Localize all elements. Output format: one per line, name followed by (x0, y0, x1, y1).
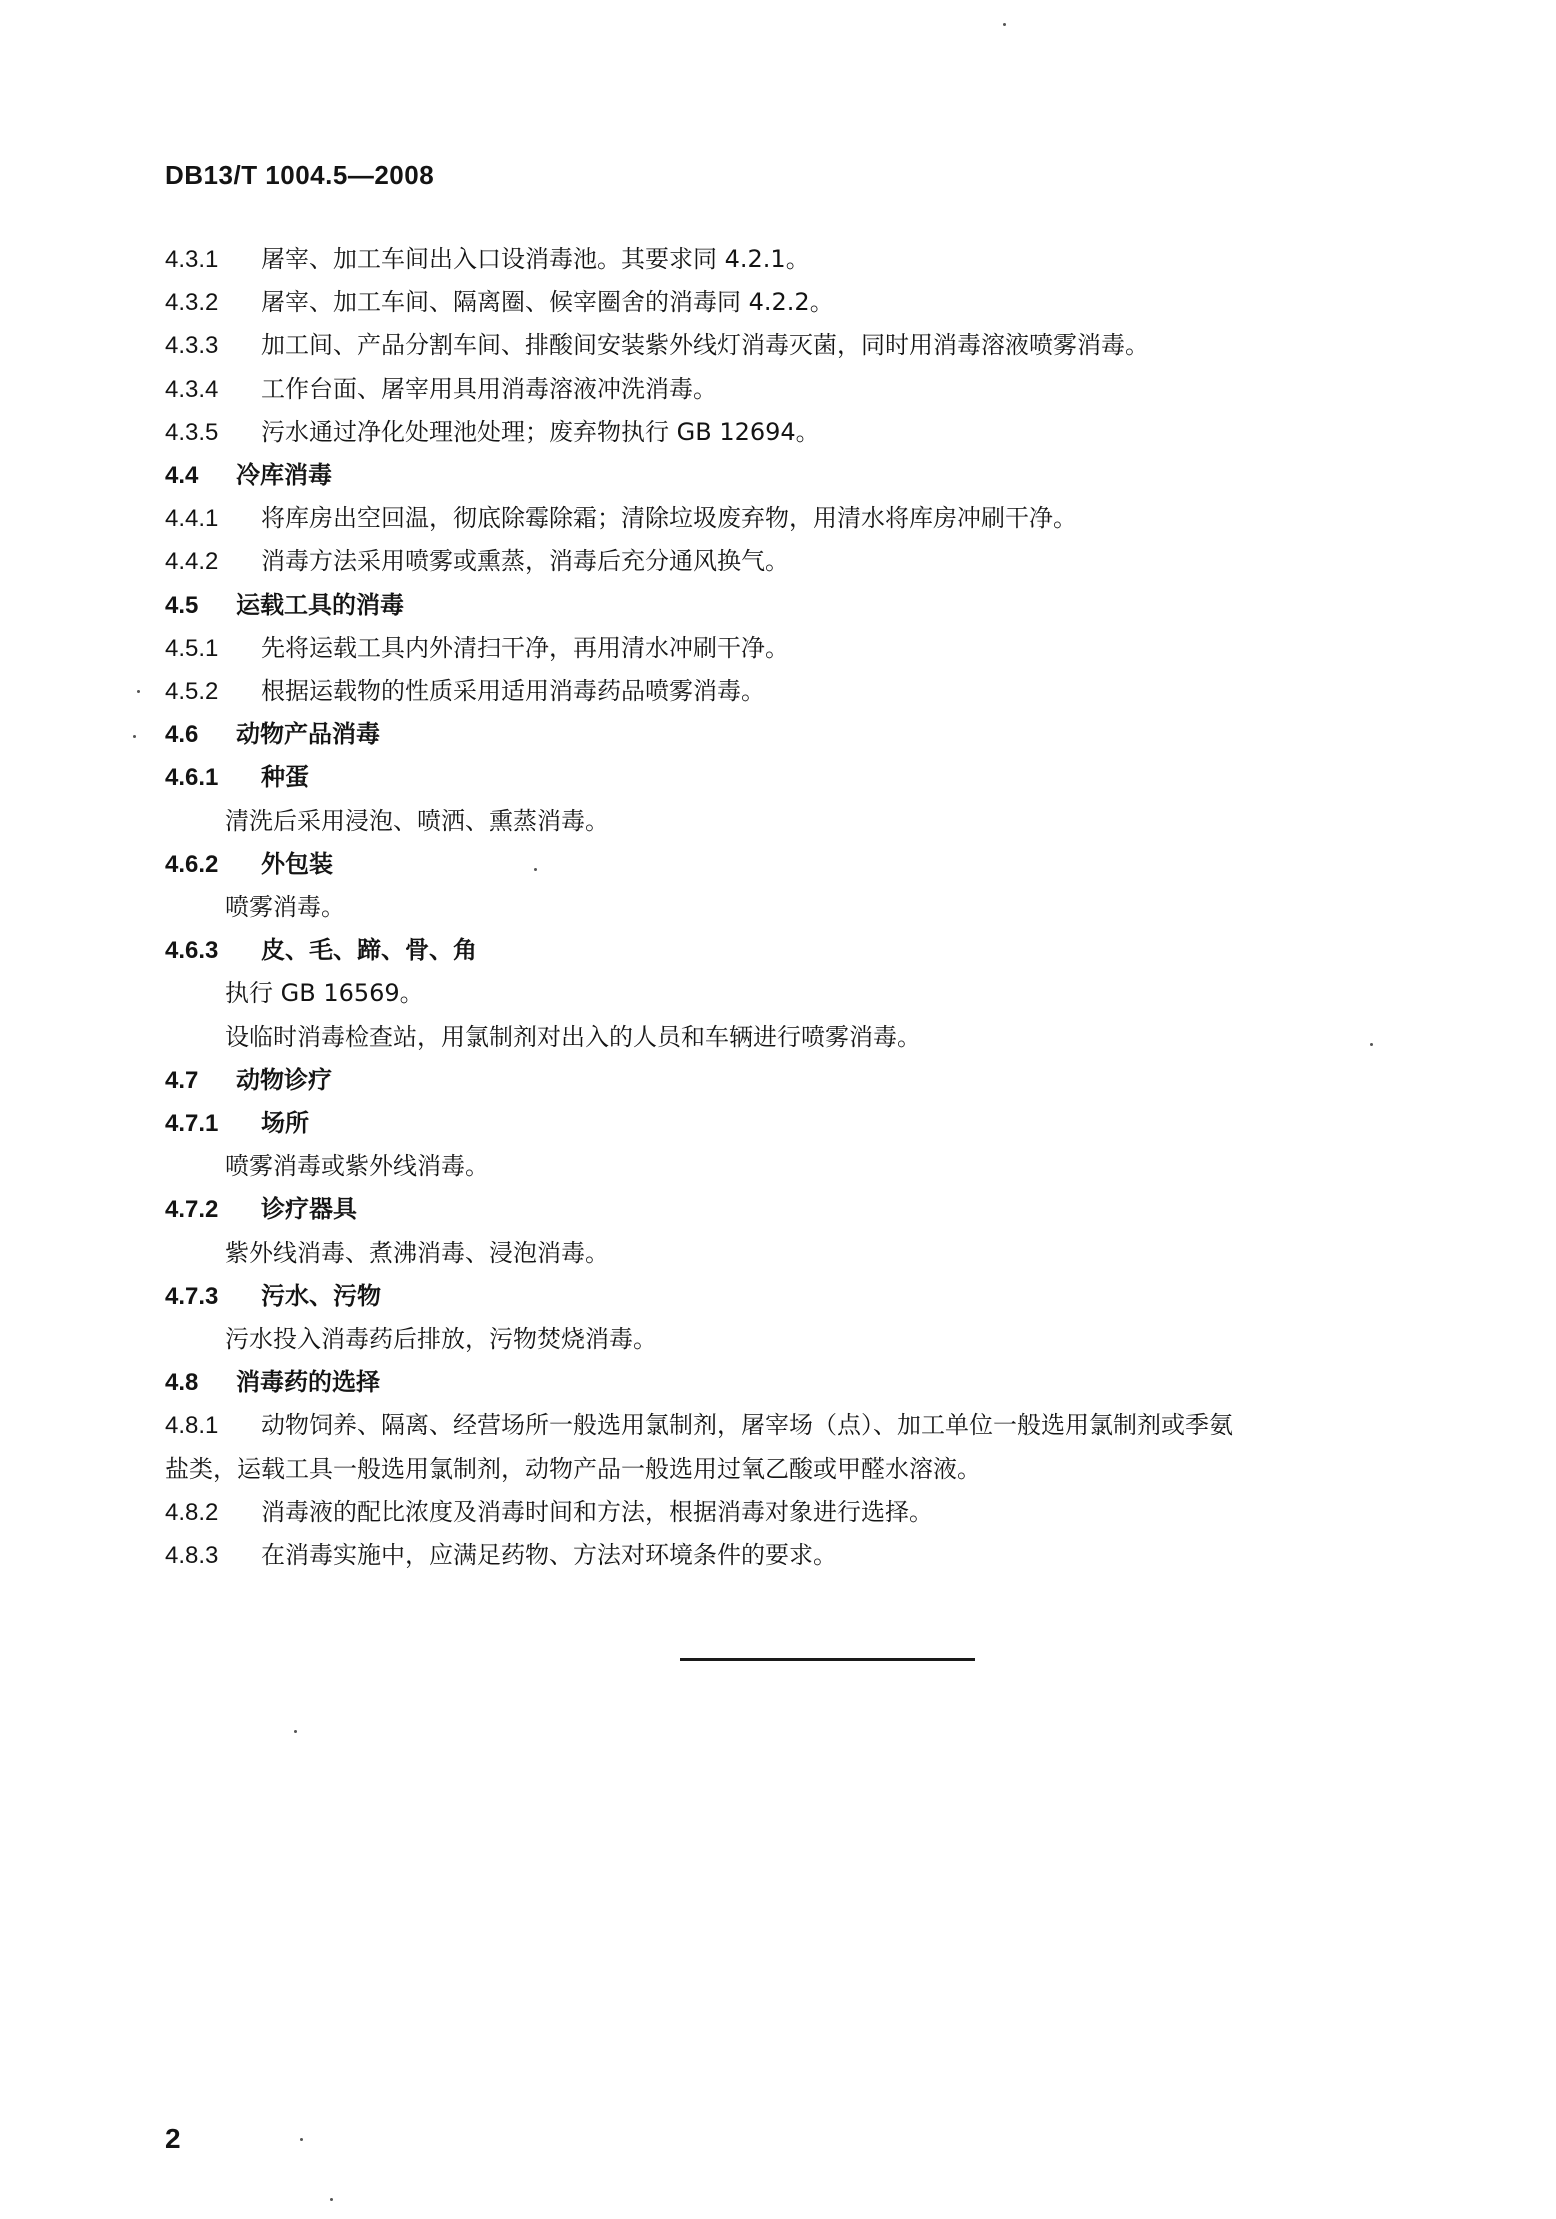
section-heading (165, 588, 404, 622)
clause-number: 4.7.1 (165, 1110, 219, 1137)
clause-number: 4.4.1 (165, 505, 219, 532)
clause-text: 盐类，运载工具一般选用氯制剂，动物产品一般选用过氧乙酸或甲醛水溶液。 (165, 1455, 981, 1483)
subsection-heading (165, 1192, 357, 1226)
clause-text: 污水投入消毒药后排放，污物焚烧消毒。 (225, 1325, 657, 1353)
clause-text: 工作台面、屠宰用具用消毒溶液冲洗消毒。 (261, 375, 717, 403)
clause-text: 动物饲养、隔离、经营场所一般选用氯制剂，屠宰场（点）、加工单位一般选用氯制剂或季氨 (261, 1411, 1233, 1439)
clause-line (165, 242, 810, 276)
clause-text: 动物诊疗 (236, 1066, 332, 1094)
clause-text: 种蛋 (261, 763, 309, 791)
clause-line (165, 1495, 933, 1529)
clause-text: 加工间、产品分割车间、排酸间安装紫外线灯消毒灭菌，同时用消毒溶液喷雾消毒。 (261, 331, 1149, 359)
clause-text: 清洗后采用浸泡、喷洒、熏蒸消毒。 (225, 807, 609, 835)
clause-text: 设临时消毒检查站，用氯制剂对出入的人员和车辆进行喷雾消毒。 (225, 1023, 921, 1051)
indented-text (225, 1020, 921, 1054)
clause-text: 消毒方法采用喷雾或熏蒸，消毒后充分通风换气。 (261, 547, 789, 575)
scan-speck (137, 690, 140, 693)
section-heading (165, 1365, 380, 1399)
scan-speck (1370, 1043, 1373, 1046)
continuation-text (165, 1452, 981, 1486)
clause-text: 动物产品消毒 (236, 720, 380, 748)
clause-line (165, 674, 765, 708)
clause-number: 4.3.2 (165, 289, 219, 316)
clause-line (165, 328, 1149, 362)
clause-number: 4.3.4 (165, 376, 219, 403)
clause-number: 4.3.5 (165, 419, 219, 446)
indented-text (225, 1236, 609, 1270)
scan-speck (133, 735, 136, 738)
page-number: 2 (165, 2123, 181, 2154)
clause-text: 在消毒实施中，应满足药物、方法对环境条件的要求。 (261, 1541, 837, 1569)
clause-number: 4.5.2 (165, 678, 219, 705)
clause-line (165, 1538, 837, 1572)
clause-text: 消毒药的选择 (236, 1368, 380, 1396)
end-rule (680, 1658, 975, 1661)
clause-number: 4.7 (165, 1067, 199, 1094)
clause-text: 诊疗器具 (261, 1195, 357, 1223)
clause-text: 先将运载工具内外清扫干净，再用清水冲刷干净。 (261, 634, 789, 662)
document-code: DB13/T 1004.5—2008 (165, 160, 435, 190)
subsection-heading (165, 847, 333, 881)
clause-number: 4.8 (165, 1369, 199, 1396)
clause-text: 喷雾消毒。 (225, 893, 345, 921)
clause-number: 4.8.2 (165, 1499, 219, 1526)
clause-text: 执行 GB 16569。 (225, 979, 424, 1007)
clause-text: 消毒液的配比浓度及消毒时间和方法，根据消毒对象进行选择。 (261, 1498, 933, 1526)
scan-speck (294, 1730, 297, 1733)
clause-text: 场所 (261, 1109, 309, 1137)
clause-text: 将库房出空回温，彻底除霉除霜；清除垃圾废弃物，用清水将库房冲刷干净。 (261, 504, 1077, 532)
clause-number: 4.8.3 (165, 1542, 219, 1569)
section-heading (165, 458, 332, 492)
clause-number: 4.3.1 (165, 246, 219, 273)
indented-text (225, 890, 345, 924)
clause-text: 皮、毛、蹄、骨、角 (261, 936, 477, 964)
clause-number: 4.8.1 (165, 1412, 219, 1439)
clause-text: 污水、污物 (261, 1282, 381, 1310)
clause-number: 4.6 (165, 721, 199, 748)
clause-text: 喷雾消毒或紫外线消毒。 (225, 1152, 489, 1180)
subsection-heading (165, 760, 309, 794)
clause-number: 4.6.2 (165, 851, 219, 878)
indented-text (225, 1322, 657, 1356)
clause-line (165, 1408, 1233, 1442)
scan-speck (300, 2138, 303, 2141)
subsection-heading (165, 1279, 381, 1313)
clause-line (165, 285, 834, 319)
clause-number: 4.3.3 (165, 332, 219, 359)
clause-text: 污水通过净化处理池处理；废弃物执行 GB 12694。 (261, 418, 820, 446)
section-heading (165, 1063, 332, 1097)
clause-line (165, 544, 789, 578)
indented-text (225, 1149, 489, 1183)
clause-number: 4.6.1 (165, 764, 219, 791)
clause-text: 紫外线消毒、煮沸消毒、浸泡消毒。 (225, 1239, 609, 1267)
clause-number: 4.7.3 (165, 1283, 219, 1310)
clause-text: 运载工具的消毒 (236, 591, 404, 619)
clause-number: 4.6.3 (165, 937, 219, 964)
clause-line (165, 372, 717, 406)
clause-number: 4.5 (165, 592, 199, 619)
clause-line (165, 501, 1077, 535)
clause-number: 4.5.1 (165, 635, 219, 662)
clause-text: 屠宰、加工车间出入口设消毒池。其要求同 4.2.1。 (261, 245, 810, 273)
clause-text: 屠宰、加工车间、隔离圈、候宰圈舍的消毒同 4.2.2。 (261, 288, 834, 316)
scan-speck (1003, 23, 1006, 26)
indented-text (225, 804, 609, 838)
subsection-heading (165, 1106, 309, 1140)
clause-line (165, 631, 789, 665)
clause-number: 4.7.2 (165, 1196, 219, 1223)
clause-line (165, 415, 820, 449)
subsection-heading (165, 933, 477, 967)
scan-speck (330, 2198, 333, 2201)
scan-speck (534, 868, 537, 871)
indented-text (225, 976, 424, 1010)
clause-text: 外包装 (261, 850, 333, 878)
clause-text: 根据运载物的性质采用适用消毒药品喷雾消毒。 (261, 677, 765, 705)
clause-text: 冷库消毒 (236, 461, 332, 489)
clause-number: 4.4.2 (165, 548, 219, 575)
section-heading (165, 717, 380, 751)
clause-number: 4.4 (165, 462, 199, 489)
